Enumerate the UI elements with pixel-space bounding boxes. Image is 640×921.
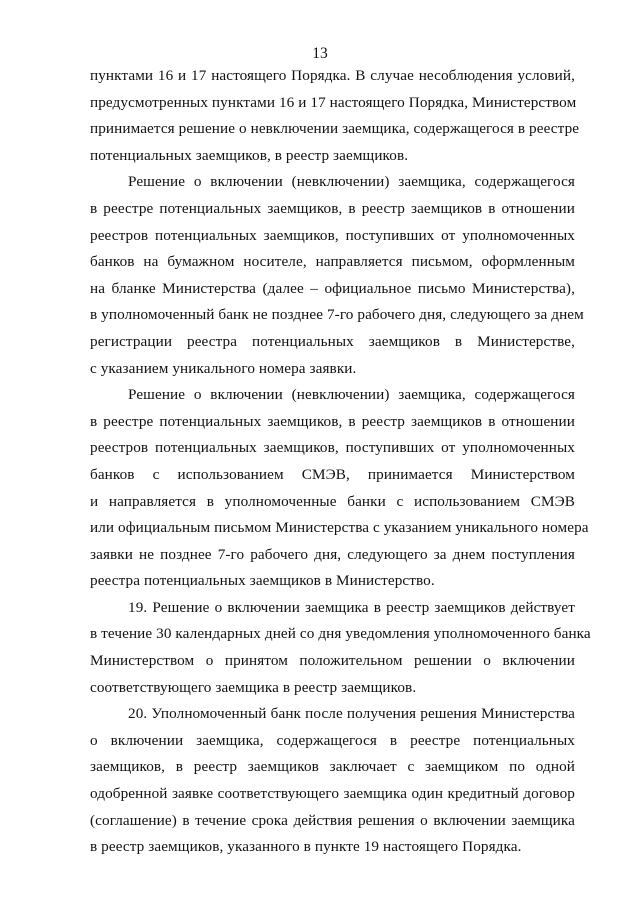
text-line: потенциальных заемщиков, в реестр заемщиков. — [90, 146, 409, 164]
paragraph — [90, 595, 591, 701]
document-body — [90, 63, 591, 861]
page-number: 13 — [312, 45, 328, 62]
text-line: с указанием уникального номера заявки. — [90, 359, 357, 377]
text-line: в реестр заемщиков, указанного в пункте 19 настоящего Порядка. — [90, 838, 522, 856]
text-line: одобренной заявке соответствующего заемщика один кредитный договор — [90, 785, 575, 803]
text-line: принимается решение о невключении заемщика, содержащегося в реестре — [90, 120, 580, 138]
paragraph — [90, 382, 589, 595]
text-line: заемщиков, в реестр заемщиков заключает с заемщиком по одной — [90, 758, 575, 776]
text-line: банков на бумажном носителе, направляется письмом, оформленным — [90, 253, 575, 271]
text-line: регистрации реестра потенциальных заемщиков в Министерстве, — [90, 332, 575, 350]
text-line: 19. Решение о включении заемщика в реестр заемщиков действует — [128, 598, 575, 616]
text-line: и направляется в уполномоченные банки с использованием СМЭВ — [90, 492, 575, 510]
text-line: реестра потенциальных заемщиков в Министерство. — [90, 572, 435, 590]
text-line: Решение о включении (невключении) заемщика, содержащегося — [128, 173, 575, 191]
paragraph — [90, 169, 584, 382]
text-line: в течение 30 календарных дней со дня уведомления уполномоченного банка — [90, 625, 591, 643]
text-line: пунктами 16 и 17 настоящего Порядка. В случае несоблюдения условий, — [90, 67, 575, 84]
paragraph — [90, 63, 580, 169]
text-line: в реестре потенциальных заемщиков, в реестр заемщиков в отношении — [90, 199, 575, 217]
text-line: Министерством о принятом положительном решении о включении — [90, 652, 575, 670]
text-line: о включении заемщика, содержащегося в реестре потенциальных — [90, 731, 575, 749]
text-line: предусмотренных пунктами 16 и 17 настоящего Порядка, Министерством — [90, 93, 577, 111]
text-line: реестров потенциальных заемщиков, поступивших от уполномоченных — [90, 226, 575, 244]
text-line: на бланке Министерства (далее – официальное письмо Министерства), — [90, 279, 575, 297]
text-line: 20. Уполномоченный банк после получения решения Министерства — [128, 705, 575, 723]
text-line: заявки не позднее 7-го рабочего дня, следующего за днем поступления — [90, 545, 575, 563]
text-line: или официальным письмом Министерства с указанием уникального номера — [90, 519, 589, 537]
paragraph — [90, 701, 575, 861]
text-line: реестров потенциальных заемщиков, поступивших от уполномоченных — [90, 439, 575, 457]
text-line: в уполномоченный банк не позднее 7-го рабочего дня, следующего за днем — [90, 306, 584, 324]
text-line: в реестре потенциальных заемщиков, в реестр заемщиков в отношении — [90, 412, 575, 430]
text-line: банков с использованием СМЭВ, принимается Министерством — [90, 465, 575, 483]
text-line: (соглашение) в течение срока действия решения о включении заемщика — [90, 811, 575, 829]
text-line: соответствующего заемщика в реестр заемщиков. — [90, 678, 417, 696]
text-line: Решение о включении (невключении) заемщика, содержащегося — [128, 386, 575, 404]
